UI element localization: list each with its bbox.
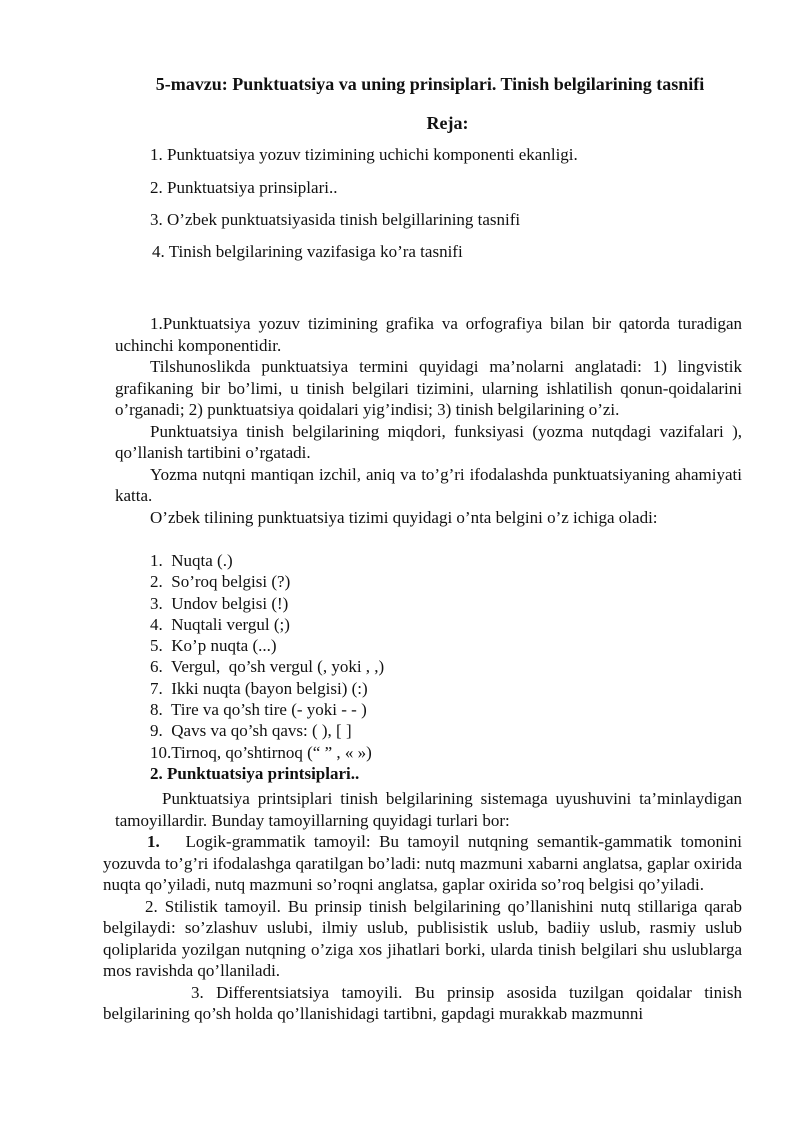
principle-1-paragraph — [103, 831, 742, 896]
plan-item-4: 4. Tinish belgilarining vazifasiga ko’ra tasnifi — [152, 242, 463, 261]
paragraph-3: Punktuatsiya tinish belgilarining miqdori, funksiyasi (yozma nutqdagi vazifalari ), qo’llanish tartibini o’rgatadi. — [115, 421, 742, 462]
principle-3-paragraph: 3. Differentsiatsiya tamoyili. Bu prinsip asosida tuzilgan qoidalar tinish belgilarining qo’sh holda qo’llanishidagi tartibni, gapdagi murakkab mazmunni — [103, 982, 742, 1023]
principles-block — [103, 831, 742, 1025]
paragraph-1: 1.Punktuatsiya yozuv tizimining grafika va orfografiya bilan bir qatorda turadigan uchinchi komponentidir. — [115, 314, 742, 355]
list-item: 6. Vergul, qo’sh vergul (, yoki , ,) — [150, 657, 385, 677]
list-item: 2. So’roq belgisi (?) — [150, 572, 291, 592]
paragraph-2: Tilshunoslikda punktuatsiya termini quyidagi ma’nolarni anglatadi: 1) lingvistik grafikaning bir bo’limi, u tinish belgilari tizimini, ularning ishlatilish qonun-qoidalarini o’rganadi; 2) punktuatsiya qoidalari yig’indisi; 3) tinish belgilarining o’zi. — [115, 357, 742, 419]
page-title: 5-mavzu: Punktuatsiya va uning prinsiplari. Tinish belgilarining tasnifi — [155, 74, 705, 94]
list-item: 10.Tirnoq, qo’shtirnoq (“ ” , « ») — [150, 742, 372, 762]
intro-paragraphs — [115, 313, 742, 528]
principle-1-number: 1. — [147, 832, 160, 851]
list-item: 9. Qavs va qo’sh qavs: ( ), [ ] — [150, 721, 352, 741]
section-2-intro: Punktuatsiya printsiplari tinish belgilarining sistemaga uyushuvini ta’minlaydigan tamoyillardir. Bunday tamoyillarning quyidagi turlari bor: — [115, 789, 742, 830]
list-item: 4. Nuqtali vergul (;) — [150, 614, 290, 634]
principle-1-text: Logik-grammatik tamoyil: Bu tamoyil nutqning semantik-gammatik tomonini yozuvda to’g’ri ifodalashga qaratilgan bo’ladi: nutq mazmuni xabarni anglatsa, gaplar oxirida nuqta qo’yiladi, nutq mazmuni so’roqni anglatsa, gaplar oxirida so’roq belgisi qo’yiladi. — [103, 832, 743, 894]
paragraph-5: O’zbek tilining punktuatsiya tizimi quyidagi o’nta belgini o’z ichiga oladi: — [150, 507, 658, 527]
punctuation-marks-list — [150, 550, 384, 784]
list-item: 5. Ko’p nuqta (...) — [150, 636, 277, 656]
plan-item-1: 1. Punktuatsiya yozuv tizimining uchichi komponenti ekanligi. — [150, 145, 578, 164]
list-item: 8. Tire va qo’sh tire (- yoki - - ) — [150, 700, 367, 720]
paragraph-4: Yozma nutqni mantiqan izchil, aniq va to’g’ri ifodalashda punktuatsiyaning ahamiyati katta. — [115, 464, 742, 505]
list-item: 3. Undov belgisi (!) — [150, 593, 289, 613]
plan-item-3: 3. O’zbek punktuatsiyasida tinish belgillarining tasnifi — [150, 210, 521, 229]
section-2-heading: 2. Punktuatsiya printsiplari.. — [150, 763, 360, 783]
list-item: 1. Nuqta (.) — [150, 551, 233, 570]
list-item: 7. Ikki nuqta (bayon belgisi) (:) — [150, 678, 368, 698]
plan-item-2: 2. Punktuatsiya prinsiplari.. — [150, 178, 338, 197]
principle-2-paragraph: 2. Stilistik tamoyil. Bu prinsip tinish belgilarining qo’llanishini nutq stillariga qarab belgilaydi: so’zlashuv uslubi, ilmiy uslub, publisistik uslub, badiiy uslub, rasmiy uslub qoliplarida yozilgan nutqning o’ziga xos jihatlari borki, ularda tinish belgilari shu uslublarga mos ravishda qo’llaniladi. — [103, 896, 742, 980]
plan-heading: Reja: — [426, 113, 469, 133]
